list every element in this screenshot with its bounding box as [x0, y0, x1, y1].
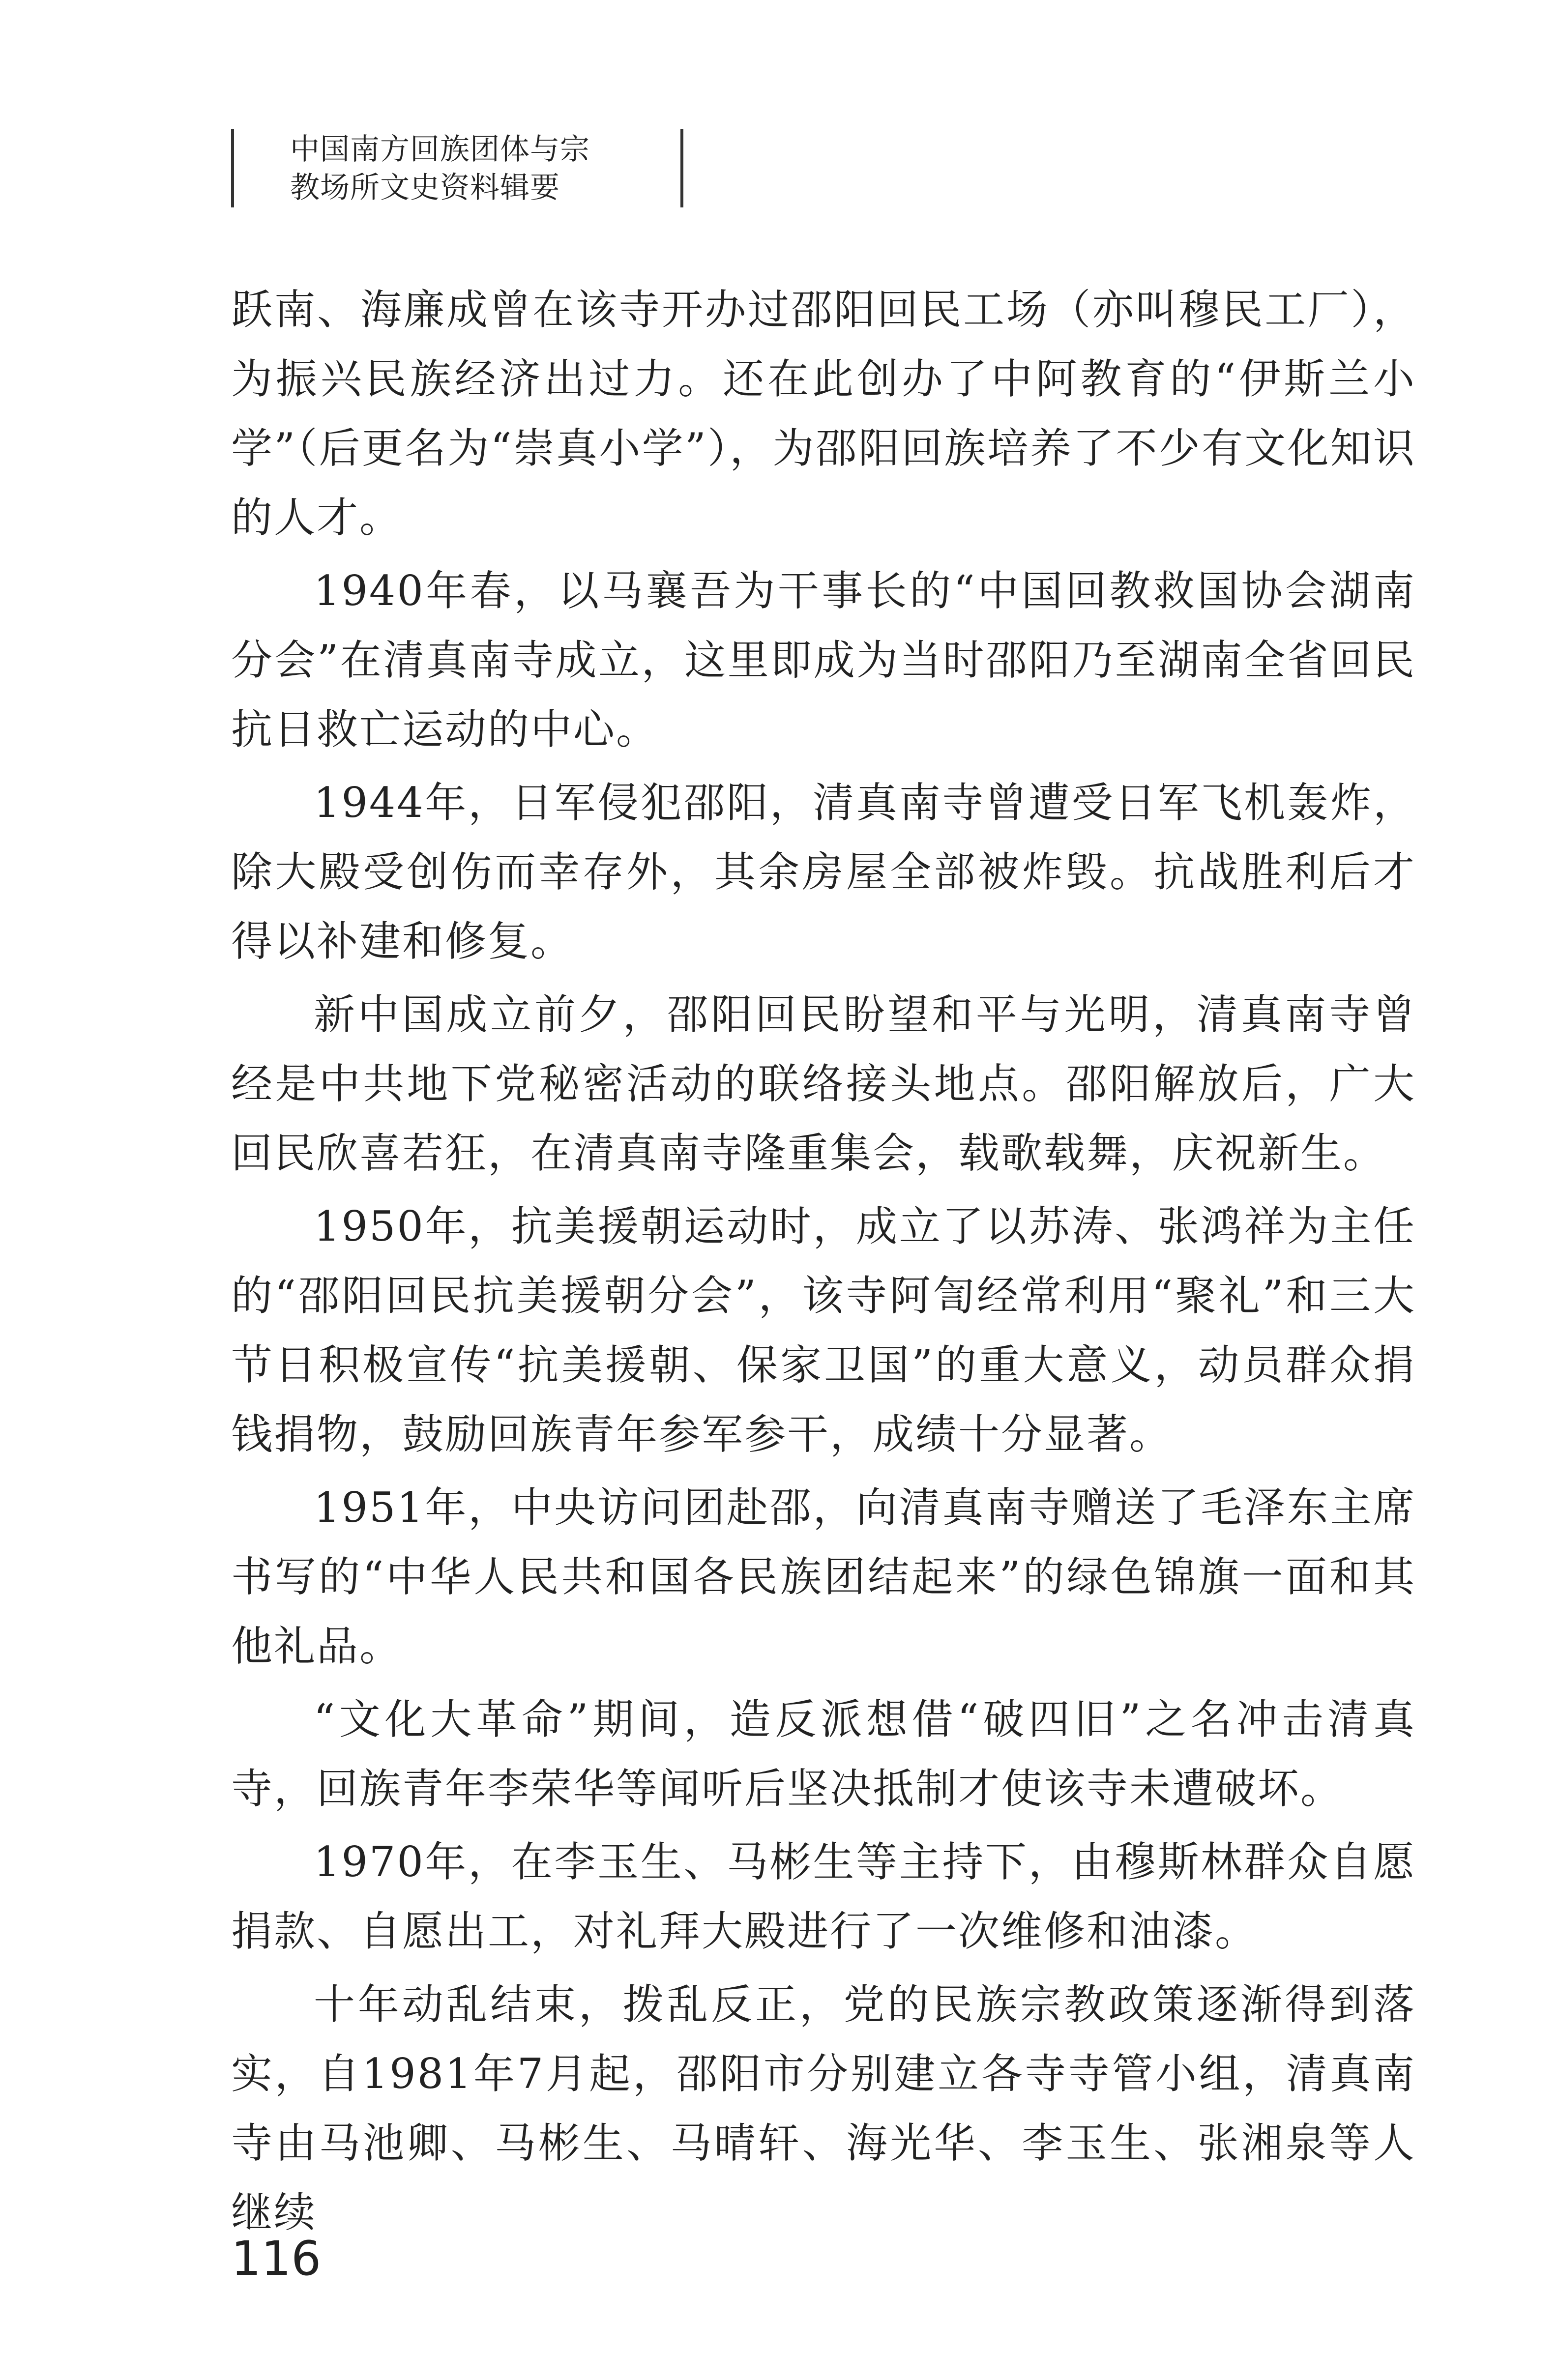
running-head — [231, 129, 683, 207]
paragraph: 1950年，抗美援朝运动时，成立了以苏涛、张鸿祥为主任的“邵阳回民抗美援朝分会”，该寺阿訇经常利用“聚礼”和三大节日积极宣传“抗美援朝、保家卫国”的重大意义，动员群众捐钱捐物，鼓励回族青年参军参干，成绩十分显著。 — [231, 1202, 1416, 1458]
paragraph: 新中国成立前夕，邵阳回民盼望和平与光明，清真南寺曾经是中共地下党秘密活动的联络接头地点。邵阳解放后，广大回民欣喜若狂，在清真南寺隆重集会，载歌载舞，庆祝新生。 — [231, 990, 1416, 1177]
book-title-line-1: 中国南方回族团体与宗 — [290, 132, 590, 167]
page-number: 116 — [231, 2231, 322, 2286]
paragraph-continued: 跃南、海廉成曾在该寺开办过邵阳回民工场（亦叫穆民工厂），为振兴民族经济出过力。还在此创办了中阿教育的“伊斯兰小学”（后更名为“崇真小学”），为邵阳回族培养了不少有文化知识的人才。 — [231, 286, 1416, 542]
paragraph: 十年动乱结束，拨乱反正，党的民族宗教政策逐渐得到落实，自1981年7月起，邵阳市分别建立各寺寺管小组，清真南寺由马池卿、马彬生、马晴轩、海光华、李玉生、张湘泉等人继续 — [231, 1980, 1416, 2236]
header-left-rule — [231, 129, 234, 207]
paragraph: 1944年，日军侵犯邵阳，清真南寺曾遭受日军飞机轰炸，除大殿受创伤而幸存外，其余房屋全部被炸毁。抗战胜利后才得以补建和修复。 — [231, 779, 1416, 965]
paragraph: “文化大革命”期间，造反派想借“破四旧”之名冲击清真寺，回族青年李荣华等闻听后坚决抵制才使该寺未遭破坏。 — [231, 1695, 1416, 1813]
paragraph: 1951年，中央访问团赴邵，向清真南寺赠送了毛泽东主席书写的“中华人民共和国各民族团结起来”的绿色锦旗一面和其他礼品。 — [231, 1483, 1416, 1670]
header-right-rule — [680, 129, 683, 207]
paragraph: 1970年，在李玉生、马彬生等主持下，由穆斯林群众自愿捐款、自愿出工，对礼拜大殿进行了一次维修和油漆。 — [231, 1838, 1416, 1955]
body-text — [231, 275, 1416, 2251]
book-title-line-2: 教场所文史资料辑要 — [290, 171, 560, 205]
paragraph: 1940年春，以马襄吾为干事长的“中国回教救国协会湖南分会”在清真南寺成立，这里即成为当时邵阳乃至湖南全省回民抗日救亡运动的中心。 — [231, 567, 1416, 754]
